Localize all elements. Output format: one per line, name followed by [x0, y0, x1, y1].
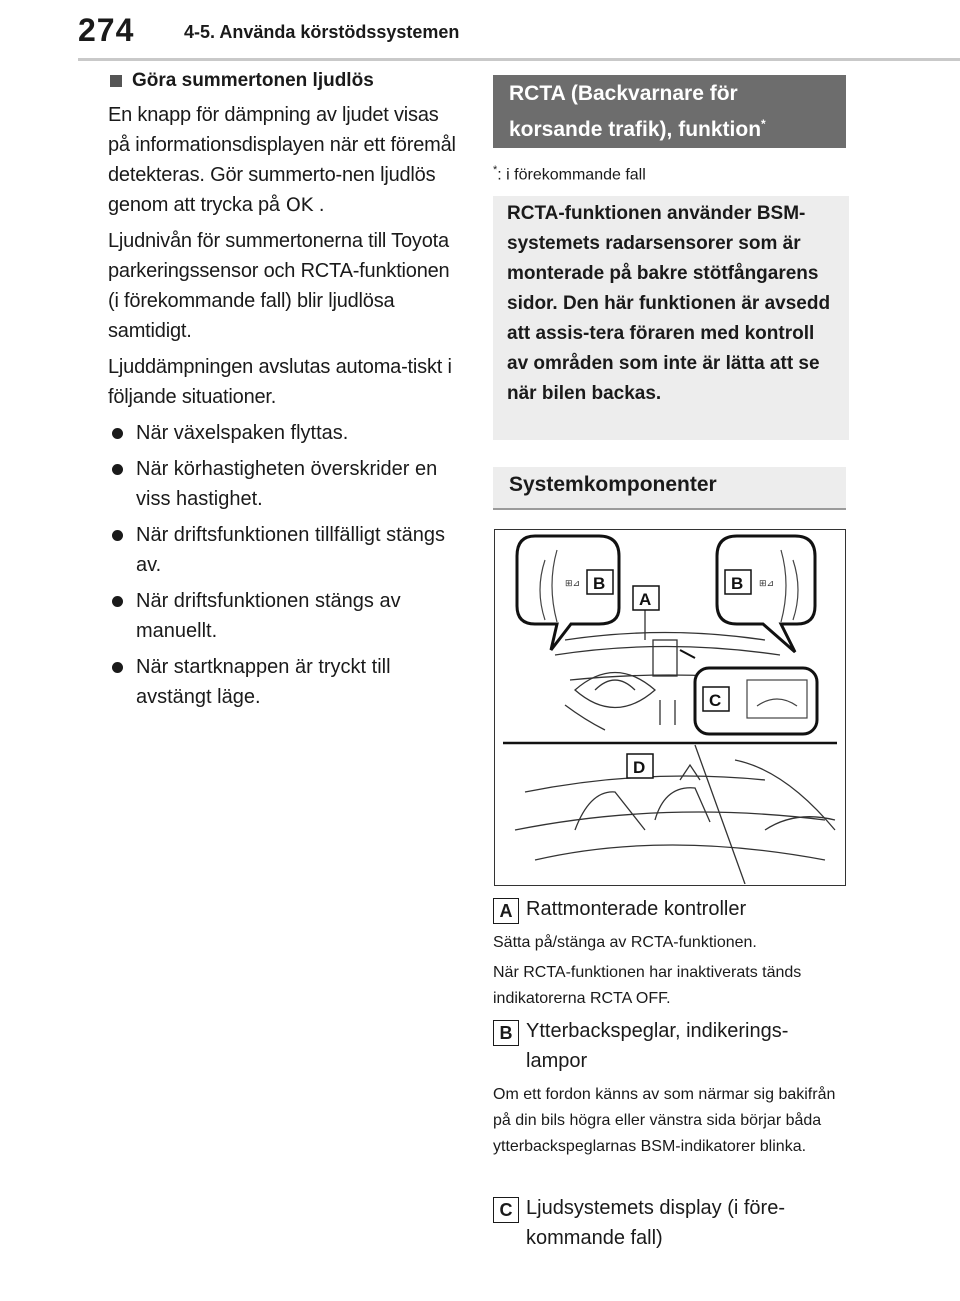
legend-c-badge: C: [493, 1197, 519, 1223]
mute-heading: [108, 70, 458, 92]
chapter-title: 4-5. Använda körstödssystemen: [184, 22, 460, 42]
list-item: När körhastigheten överskrider en viss hastighet.: [108, 454, 458, 514]
label-c-text: C: [709, 691, 722, 710]
legend-a-badge: A: [493, 898, 519, 924]
label-b-right-text: B: [731, 574, 744, 593]
ok-key-label: OK: [285, 194, 313, 216]
list-item: När driftsfunktionen tillfälligt stängs av.: [108, 520, 458, 580]
rcta-intro-box: RCTA-funktionen använder BSM-systemets radarsensorer som är monterade på bakre stötfångarens sidor. Den här funktionen är avsedd att assis-tera föraren med kontroll av områden som inte är lätta att se när bilen backas.: [493, 196, 849, 440]
right-mirror-callout: [717, 536, 815, 652]
page-number: 274: [78, 12, 135, 48]
legend-item-b: [493, 1016, 853, 1160]
system-components-figure: [494, 529, 846, 886]
volume-paragraph: Ljudnivån för summertonerna till Toyota parkeringssensor och RCTA-funktionen (i förekommande fall) blir ljudlösa samtidigt.: [108, 230, 450, 342]
legend-b-row: [493, 1016, 853, 1076]
footnote-text: : i förekommande fall: [497, 166, 646, 184]
legend-a-row: [493, 894, 853, 924]
left-mirror-callout: [517, 536, 619, 650]
legend-item-c: [493, 1193, 853, 1253]
svg-text:⊞⊿: ⊞⊿: [565, 578, 581, 588]
cancel-conditions-list: [108, 418, 458, 712]
legend-c-title: Ljudsystemets display (i före-kommande fall): [526, 1197, 785, 1249]
svg-text:⊞⊿: ⊞⊿: [759, 578, 775, 588]
legend-b-desc: Om ett fordon känns av som närmar sig bakifrån på din bils högra eller vänstra sida börjar båda ytterbackspeglarnas BSM-indikatorer blinka.: [493, 1086, 836, 1155]
components-heading: Systemkomponenter: [493, 467, 846, 510]
list-item: När växelspaken flyttas.: [108, 418, 458, 448]
mute-paragraph: [108, 100, 458, 220]
legend-c-row: [493, 1193, 853, 1253]
mute-paragraph-end: .: [318, 194, 325, 216]
mute-paragraph-text: En knapp för dämpning av ljudet visas på informationsdisplayen när ett föremål detekteras. Gör summerto-nen ljudlös genom att trycka på: [108, 104, 456, 216]
rcta-section-title-text: RCTA (Backvarnare för korsande trafik), funktion: [509, 82, 762, 141]
display-callout: [680, 650, 817, 734]
square-bullet-icon: [110, 75, 122, 87]
list-item: När driftsfunktionen stängs av manuellt.: [108, 586, 458, 646]
label-a-text: A: [639, 590, 652, 609]
label-b-left-text: B: [593, 574, 606, 593]
legend-a-desc: Sätta på/stänga av RCTA-funktionen.: [493, 934, 757, 951]
footnote-mark: *: [761, 117, 766, 131]
cancel-paragraph: Ljuddämpningen avslutas automa-tiskt i följande situationer.: [108, 356, 452, 408]
legend-b-title: Ytterbackspeglar, indikerings-lampor: [526, 1020, 789, 1072]
components-illustration: [495, 530, 844, 884]
rear-interior-drawing: [515, 745, 835, 884]
list-item: När startknappen är tryckt till avstängt läge.: [108, 652, 458, 712]
mute-heading-text: Göra summertonen ljudlös: [132, 70, 374, 91]
label-d-text: D: [633, 758, 646, 777]
header-divider: [78, 58, 960, 61]
legend-item-a: [493, 894, 853, 1012]
legend-a-title: Rattmonterade kontroller: [526, 898, 747, 920]
legend-b-badge: B: [493, 1020, 519, 1046]
legend-a-desc2: När RCTA-funktionen har inaktiverats tänds indikatorerna RCTA OFF.: [493, 964, 802, 1007]
left-column: [108, 70, 458, 718]
footnote: [493, 164, 646, 184]
footnote-star: *: [493, 164, 498, 176]
rcta-section-title: [493, 75, 846, 148]
